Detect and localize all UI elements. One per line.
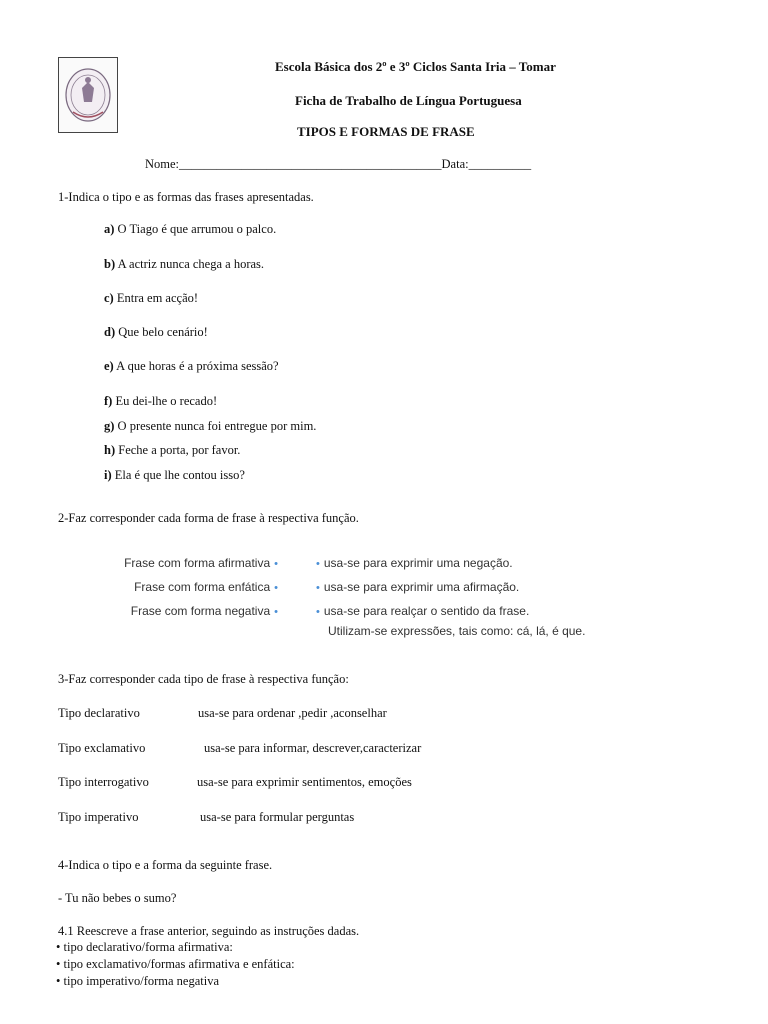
q4-sentence: - Tu não bebes o sumo? xyxy=(58,891,177,905)
bullet-dot-icon: • xyxy=(316,558,320,570)
q1-item-b: b) A actriz nunca chega a horas. xyxy=(104,257,265,271)
q1-item-c: c) Entra em acção! xyxy=(104,291,199,305)
q2-right-realcar: • usa-se para realçar o sentido da frase. xyxy=(316,604,530,618)
q2-left-negativa: Frase com forma negativa • xyxy=(130,604,278,618)
bullet-dot-icon: • xyxy=(316,582,320,594)
q1-item-a: a) O Tiago é que arrumou o palco. xyxy=(104,222,277,236)
q1-item-i: i) Ela é que lhe contou isso? xyxy=(104,468,245,482)
q3-function-4: usa-se para formular perguntas xyxy=(200,810,355,824)
q2-right-afirmacao: • usa-se para exprimir uma afirmação. xyxy=(316,580,520,594)
q1-item-f: f) Eu dei-lhe o recado! xyxy=(104,394,218,408)
q1-item-h: h) Feche a porta, por favor. xyxy=(104,443,241,457)
school-seal-logo xyxy=(58,57,118,133)
q3-type-declarativo: Tipo declarativo xyxy=(58,706,140,720)
q4-bullet-3: • tipo imperativo/forma negativa xyxy=(56,974,220,988)
bullet-dot-icon: • xyxy=(274,558,278,570)
q3-type-interrogativo: Tipo interrogativo xyxy=(58,775,149,789)
q1-item-d: d) Que belo cenário! xyxy=(104,325,208,339)
name-label: Nome: xyxy=(145,157,180,171)
q3-function-1: usa-se para ordenar ,pedir ,aconselhar xyxy=(198,706,387,720)
date-blank: __________ xyxy=(468,157,532,171)
q3-type-exclamativo: Tipo exclamativo xyxy=(58,741,146,755)
q1-prompt: 1-Indica o tipo e as formas das frases apresentadas. xyxy=(58,190,314,204)
q2-left-enfatica: Frase com forma enfática • xyxy=(134,580,278,594)
worksheet-title: Ficha de Trabalho de Língua Portuguesa xyxy=(295,93,522,108)
name-date-line xyxy=(145,157,531,172)
q3-function-2: usa-se para informar, descrever,caracterizar xyxy=(204,741,422,755)
q3-function-3: usa-se para exprimir sentimentos, emoções xyxy=(197,775,412,789)
q4-bullet-1: • tipo declarativo/forma afirmativa: xyxy=(56,940,233,954)
q4-prompt: 4-Indica o tipo e a forma da seguinte frase. xyxy=(58,858,273,872)
q2-right-negacao: • usa-se para exprimir uma negação. xyxy=(316,556,513,570)
q2-prompt: 2-Faz corresponder cada forma de frase à respectiva função. xyxy=(58,511,359,525)
bullet-dot-icon: • xyxy=(274,606,278,618)
school-name: Escola Básica dos 2º e 3º Ciclos Santa Iria – Tomar xyxy=(275,59,556,74)
q4-bullet-2: • tipo exclamativo/formas afirmativa e enfática: xyxy=(56,957,295,971)
seal-icon xyxy=(59,58,117,132)
topic-title: TIPOS E FORMAS DE FRASE xyxy=(297,124,475,139)
q2-right-extra: Utilizam-se expressões, tais como: cá, lá, é que. xyxy=(328,624,586,638)
q2-left-afirmativa: Frase com forma afirmativa • xyxy=(124,556,278,570)
bullet-dot-icon: • xyxy=(274,582,278,594)
q3-type-imperativo: Tipo imperativo xyxy=(58,810,139,824)
q4-sub-prompt: 4.1 Reescreve a frase anterior, seguindo as instruções dadas. xyxy=(58,924,360,938)
q1-item-e: e) A que horas é a próxima sessão? xyxy=(104,359,279,373)
name-blank: __________________________________________ xyxy=(179,157,442,171)
bullet-dot-icon: • xyxy=(316,606,320,618)
date-label: Data: xyxy=(441,157,469,171)
q3-prompt: 3-Faz corresponder cada tipo de frase à respectiva função: xyxy=(58,672,349,686)
q1-item-g: g) O presente nunca foi entregue por mim. xyxy=(104,419,317,433)
